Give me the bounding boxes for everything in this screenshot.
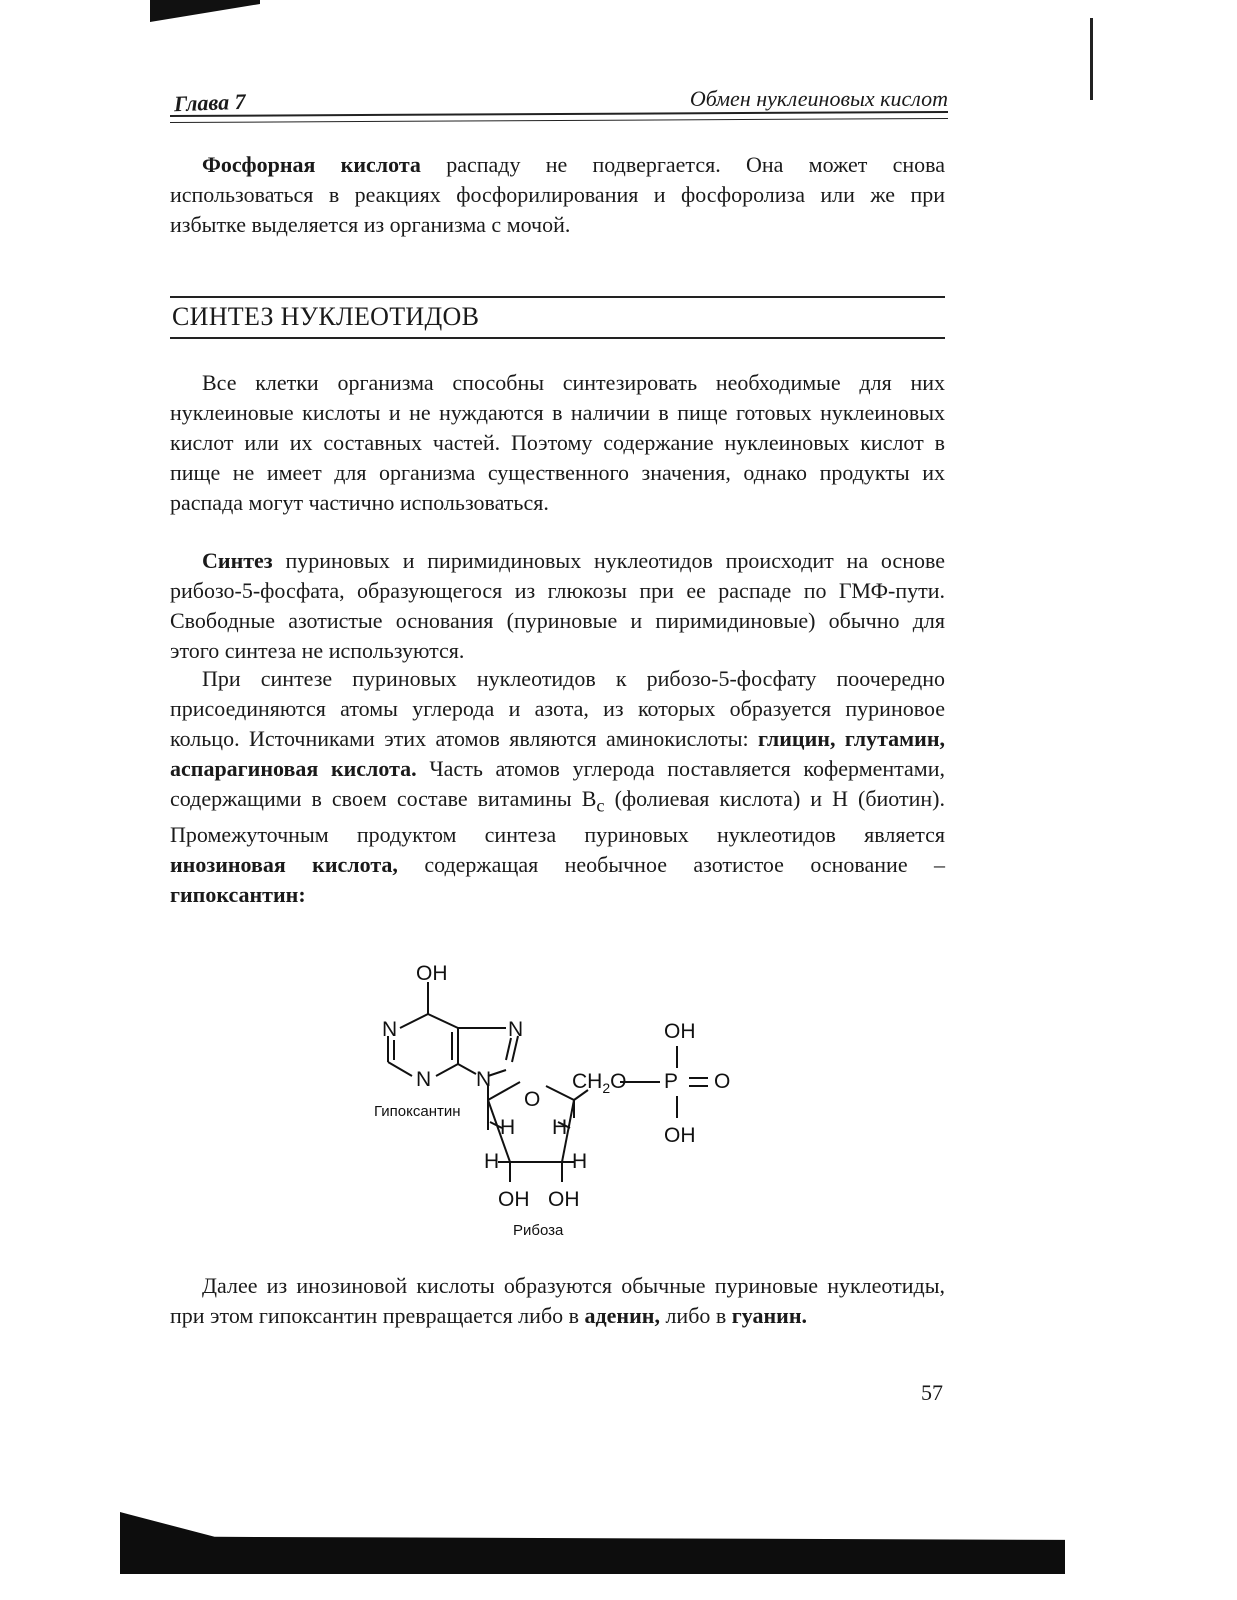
oh1-label: OH xyxy=(498,1188,530,1211)
section-rule-bottom xyxy=(170,337,945,339)
paragraph-text: Все клетки организма способны синтезировать необходимые для них нуклеиновые кислоты и не нуждаются в наличии в пище готовых нуклеиновых кислот или их составных частей. Поэтому содержание нуклеиновых кислот в пище не имеет для организма существенного значения, однако продукты их распада могут частично использоваться. xyxy=(170,370,945,515)
bold-term: инозиновая кислота, xyxy=(170,852,398,878)
paragraph-cells-synthesis xyxy=(170,368,945,518)
oh-top-label: OH xyxy=(416,962,448,985)
phosphate-oh-bottom-label: OH xyxy=(664,1124,696,1147)
bold-term: гуанин. xyxy=(731,1303,808,1328)
ring-oxygen-label: O xyxy=(524,1088,541,1111)
section-rule-top xyxy=(170,296,945,298)
h3-label: H xyxy=(484,1150,500,1173)
bold-term: аденин, xyxy=(584,1303,660,1328)
paragraph-text: (фолиевая кислота) и H (биотин). Промежуточным продуктом синтеза пуриновых нуклеотидов является xyxy=(170,786,945,848)
h4-label: H xyxy=(572,1150,588,1173)
paragraph-conversion xyxy=(170,1271,945,1331)
chapter-title: Обмен нуклеиновых кислот xyxy=(689,86,948,111)
phosphorus-label: P xyxy=(664,1070,679,1093)
hypoxanthine-label: Гипоксантин xyxy=(374,1103,461,1120)
page-number: 57 xyxy=(921,1380,943,1405)
subscript: c xyxy=(596,795,605,816)
inosinic-acid-structure xyxy=(360,950,780,1250)
intro-bold-term: Фосфорная кислота xyxy=(202,152,421,177)
paragraph-purine-synthesis xyxy=(170,664,945,910)
oh2-label: OH xyxy=(548,1188,580,1211)
scan-edge-mark-top xyxy=(150,0,260,22)
n7-label: N xyxy=(508,1018,524,1041)
bold-term: глицин, глутамин, аспарагиновая кислота. xyxy=(170,726,945,781)
paragraph-text: пуриновых и пиримидиновых нуклеотидов происходит на основе рибозо-5-фосфата, образующегося из глюкозы при ее распаде по ГМФ-пути. Свободные азотистые основания (пуриновые и пиримидиновые) обычно для этого синтеза не используются. xyxy=(170,548,945,663)
intro-paragraph xyxy=(170,150,945,240)
scan-edge-mark-bottom xyxy=(120,1512,1065,1574)
n9-label: N xyxy=(476,1068,492,1091)
structure-bonds xyxy=(388,982,708,1182)
ribose-label: Рибоза xyxy=(513,1222,564,1239)
paragraph-text: При синтезе пуриновых нуклеотидов к рибозо-5-фосфату поочередно присоединяются атомы углерода и азота, из которых образуется пуриновое кольцо. Источниками этих атомов являются аминокислоты: xyxy=(170,666,945,751)
ch2o-label: $CH_2O$ xyxy=(572,1070,627,1096)
paragraph-text: Часть атомов углерода поставляется коферментами, содержащими в своем составе витамины B xyxy=(170,756,945,811)
scan-edge-mark-right xyxy=(1090,18,1093,100)
paragraph-text: содержащая необычное азотистое основание – xyxy=(397,852,945,878)
phosphate-oh-top-label: OH xyxy=(664,1020,696,1043)
paragraph-text: Далее из инозиновой кислоты образуются обычные пуриновые нуклеотиды, при этом гипоксантин превращается либо в xyxy=(170,1273,945,1328)
h2-label: H xyxy=(552,1116,568,1139)
paragraph-text: либо в xyxy=(659,1303,732,1328)
phosphoryl-oxygen-label: O xyxy=(714,1070,731,1093)
n3-label: N xyxy=(416,1068,432,1091)
h1-label: H xyxy=(500,1116,516,1139)
bold-term: Синтез xyxy=(202,548,273,573)
bold-term: гипоксантин: xyxy=(170,882,306,908)
n1-label: N xyxy=(382,1018,398,1041)
chapter-label: Глава 7 xyxy=(173,88,246,117)
paragraph-synthesis xyxy=(170,546,945,666)
intro-text: распаду не подвергается. Она может снова использоваться в реакциях фосфорилирования и фосфоролиза или же при избытке выделяется из организма с мочой. xyxy=(170,152,945,237)
section-title: СИНТЕЗ НУКЛЕОТИДОВ xyxy=(172,302,480,331)
